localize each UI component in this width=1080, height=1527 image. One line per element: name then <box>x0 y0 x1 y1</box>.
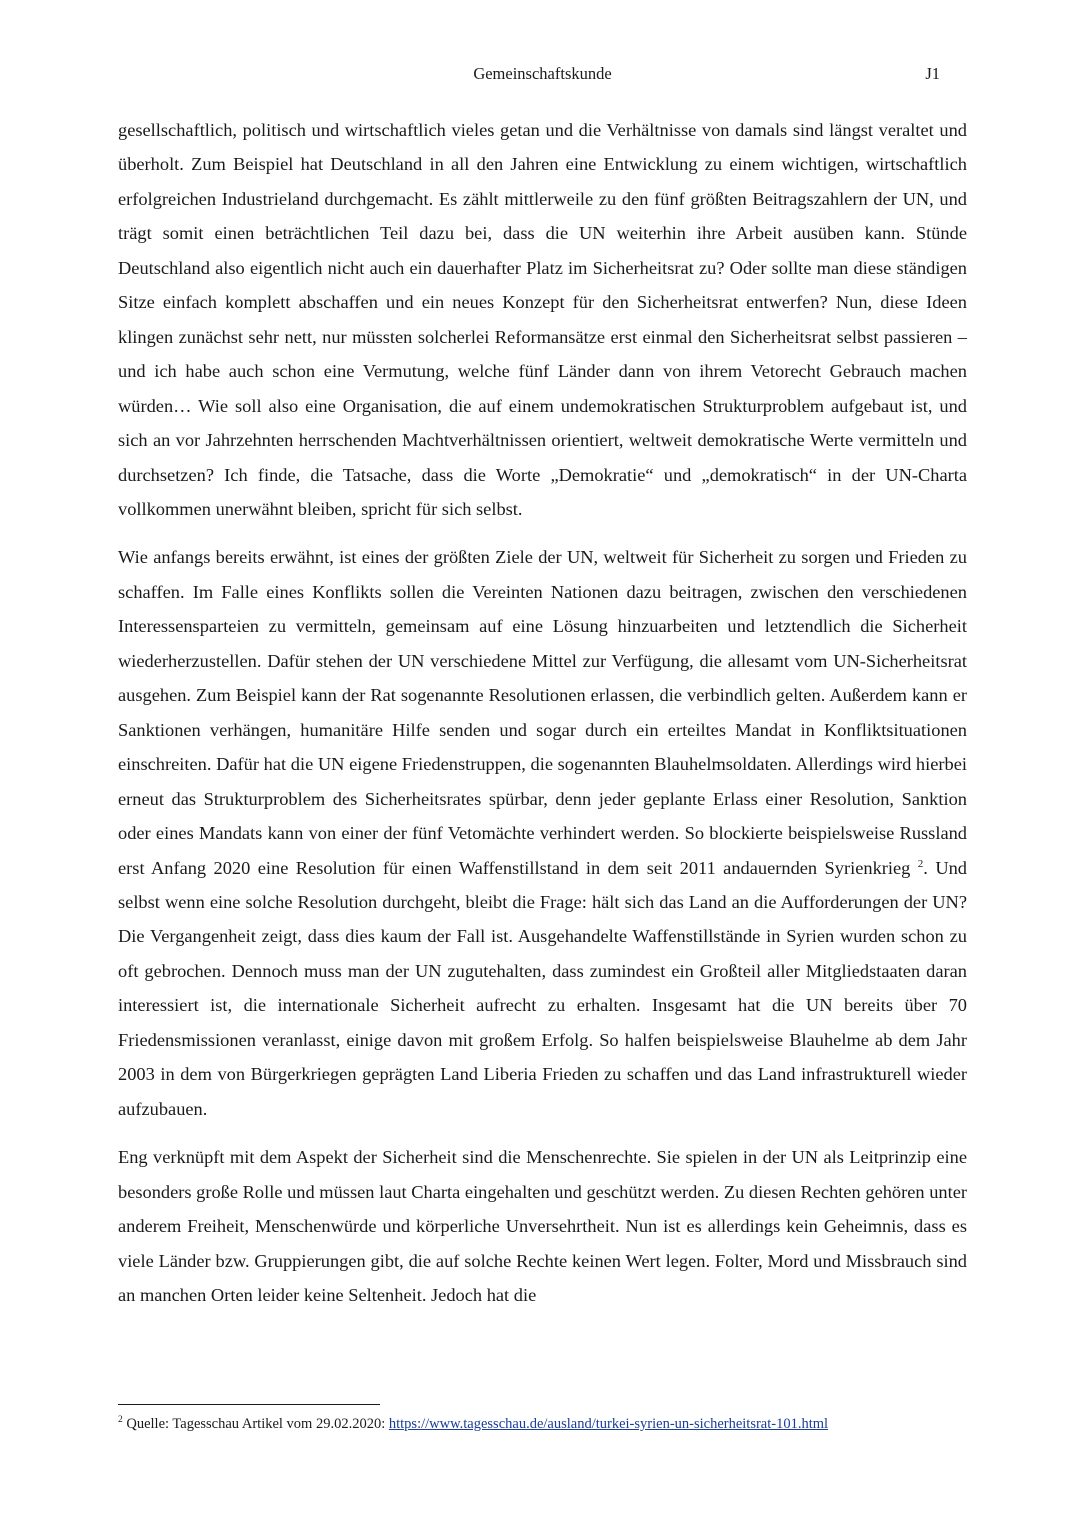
document-body <box>118 113 967 1312</box>
page-header <box>118 64 967 88</box>
class-code: J1 <box>925 64 940 83</box>
paragraph-2-part-1: Wie anfangs bereits erwähnt, ist eines der größten Ziele der UN, weltweit für Sicherheit zu sorgen und Frieden zu schaffen. Im Falle eines Konflikts sollen die Vereinten Nationen dazu beitragen, zwischen den verschiedenen Interessensparteien zu vermitteln, gemeinsam auf eine Lösung hinzuarbeiten und letztendlich die Sicherheit wiederherzustellen. Dafür stehen der UN verschiedene Mittel zur Verfügung, die allesamt vom UN-Sicherheitsrat ausgehen. Zum Beispiel kann der Rat sogenannte Resolutionen erlassen, die verbindlich gelten. Außerdem kann er Sanktionen verhängen, humanitäre Hilfe senden und sogar durch ein erteiltes Mandat in Konfliktsituationen einschreiten. Dafür hat die UN eigene Friedenstruppen, die sogenannten Blauhelmsoldaten. Allerdings wird hierbei erneut das Strukturproblem des Sicherheitsrates spürbar, denn jeder geplante Erlass einer Resolution, Sanktion oder eines Mandats kann von einer der fünf Vetomächte verhindert werden. So blockierte beispielsweise Russland erst Anfang 2020 eine Resolution für einen Waffenstillstand in dem seit 2011 andauernden Syrienkrieg <box>118 547 967 878</box>
paragraph-2 <box>118 540 967 1126</box>
paragraph-3: Eng verknüpft mit dem Aspekt der Sicherheit sind die Menschenrechte. Sie spielen in der UN als Leitprinzip eine besonders große Rolle und müssen laut Charta eingehalten und geschützt werden. Zu diesen Rechten gehören unter anderem Freiheit, Menschenwürde und körperliche Unversehrtheit. Nun ist es allerdings kein Geheimnis, dass es viele Länder bzw. Gruppierungen gibt, die auf solche Rechte keinen Wert legen. Folter, Mord und Missbrauch sind an manchen Orten leider keine Seltenheit. Jedoch hat die <box>118 1147 967 1305</box>
subject-title: Gemeinschaftskunde <box>473 64 612 83</box>
paragraph-1: gesellschaftlich, politisch und wirtschaftlich vieles getan und die Verhältnisse von damals sind längst veraltet und überholt. Zum Beispiel hat Deutschland in all den Jahren eine Entwicklung zu einem wichtigen, wirtschaftlich erfolgreichen Industrieland durchgemacht. Es zählt mittlerweile zu den fünf größten Beitragszahlern der UN, und trägt somit einen beträchtlichen Teil dazu bei, dass die UN weiterhin ihre Arbeit ausüben kann. Stünde Deutschland also eigentlich nicht auch ein dauerhafter Platz im Sicherheitsrat zu? Oder sollte man diese ständigen Sitze einfach komplett abschaffen und ein neues Konzept für den Sicherheitsrat entwerfen? Nun, diese Ideen klingen zunächst sehr nett, nur müssten solcherlei Reformansätze erst einmal den Sicherheitsrat selbst passieren – und ich habe auch schon eine Vermutung, welche fünf Länder dann von ihrem Vetorecht Gebrauch machen würden… Wie soll also eine Organisation, die auf einem undemokratischen Strukturproblem aufgebaut ist, und sich an vor Jahrzehnten herrschenden Machtverhältnissen orientiert, weltweit demokratische Werte vermitteln und durchsetzen? Ich finde, die Tatsache, dass die Worte „Demokratie“ und „demokratisch“ in der UN-Charta vollkommen unerwähnt bleiben, spricht für sich selbst. <box>118 120 967 519</box>
footnote-number: 2 <box>118 1415 123 1426</box>
footnote-text: Quelle: Tagesschau Artikel vom 29.02.2020: <box>122 1416 389 1432</box>
footnote-divider <box>118 1404 380 1405</box>
paragraph-2-part-2: . Und selbst wenn eine solche Resolution durchgeht, bleibt die Frage: hält sich das Land an die Aufforderungen der UN? Die Vergangenheit zeigt, dass dies kaum der Fall ist. Ausgehandelte Waffenstillstände in Syrien wurden schon zu oft gebrochen. Dennoch muss man der UN zugutehalten, dass zumindest ein Großteil aller Mitgliedstaaten daran interessiert ist, die internationale Sicherheit aufrecht zu erhalten. Insgesamt hat die UN bereits über 70 Friedensmissionen veranlasst, einige davon mit großem Erfolg. So halfen beispielsweise Blauhelme ab dem Jahr 2003 in dem von Bürgerkriegen geprägten Land Liberia Frieden zu schaffen und das Land infrastrukturell wieder aufzubauen. <box>118 857 967 1119</box>
footnote-reference[interactable]: 2 <box>917 857 924 870</box>
footnote-link[interactable]: https://www.tagesschau.de/ausland/turkei-syrien-un-sicherheitsrat-101.html <box>388 1416 829 1432</box>
footnote <box>118 1413 967 1435</box>
